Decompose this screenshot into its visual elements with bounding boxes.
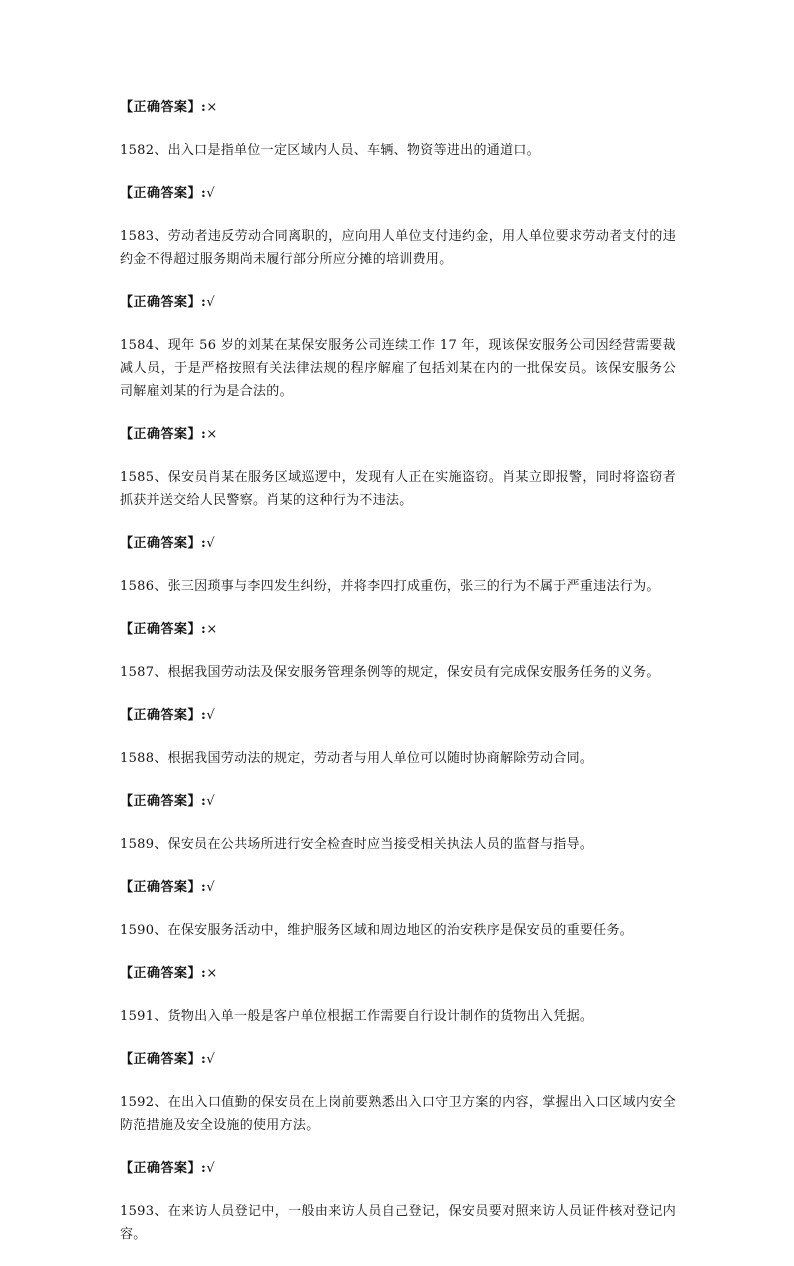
question-text: 1587、根据我国劳动法及保安服务管理条例等的规定，保安员有完成保安服务任务的义务。 [120, 665, 660, 680]
question-text: 1589、保安员在公共场所进行安全检查时应当接受相关执法人员的监督与指导。 [120, 837, 594, 852]
question-text: 1588、根据我国劳动法的规定，劳动者与用人单位可以随时协商解除劳动合同。 [120, 751, 594, 766]
question-text: 1584、现年 56 岁的刘某在某保安服务公司连续工作 17 年，现该保安服务公司因经营需要裁减人员，于是严格按照有关法律法规的程序解雇了包括刘某在内的一批保安员。该保安服务公司解雇刘某的行为是合法的。 [120, 338, 676, 399]
answer-line [120, 704, 676, 727]
question-text: 1590、在保安服务活动中，维护服务区域和周边地区的治安秩序是保安员的重要任务。 [120, 923, 634, 938]
question-text: 1591、货物出入单一般是客户单位根据工作需要自行设计制作的货物出入凭据。 [120, 1009, 594, 1024]
answer-line [120, 291, 676, 314]
question-text: 1585、保安员肖某在服务区域巡逻中，发现有人正在实施盗窃。肖某立即报警，同时将盗窃者抓获并送交给人民警察。肖某的这种行为不违法。 [120, 470, 676, 508]
answer-line [120, 876, 676, 899]
answer-label: 【正确答案】: [120, 100, 207, 115]
answer-label: 【正确答案】: [120, 536, 207, 551]
answer-value: √ [206, 536, 216, 551]
answer-line [120, 962, 676, 985]
answer-value: × [206, 100, 218, 115]
answer-value: √ [206, 880, 216, 895]
answer-line [120, 423, 676, 446]
answer-line [120, 1157, 676, 1180]
question-list [120, 96, 676, 1266]
answer-value: × [206, 966, 218, 981]
answer-value: √ [206, 794, 216, 809]
answer-value: √ [206, 295, 216, 310]
answer-value: √ [206, 186, 216, 201]
question-text: 1592、在出入口值勤的保安员在上岗前要熟悉出入口守卫方案的内容，掌握出入口区域内安全防范措施及安全设施的使用方法。 [120, 1095, 676, 1133]
answer-value: × [206, 427, 218, 442]
answer-label: 【正确答案】: [120, 880, 207, 895]
question-text: 1582、出入口是指单位一定区域内人员、车辆、物资等进出的通道口。 [120, 143, 540, 158]
answer-line [120, 618, 676, 641]
answer-value: √ [206, 708, 216, 723]
answer-label: 【正确答案】: [120, 966, 207, 981]
answer-line [120, 182, 676, 205]
answer-label: 【正确答案】: [120, 622, 207, 637]
question-text: 1593、在来访人员登记中，一般由来访人员自己登记，保安员要对照来访人员证件核对登记内容。 [120, 1204, 676, 1242]
answer-line [120, 790, 676, 813]
answer-value: √ [206, 1052, 216, 1067]
answer-line [120, 96, 676, 119]
question-text: 1583、劳动者违反劳动合同离职的，应向用人单位支付违约金，用人单位要求劳动者支付的违约金不得超过服务期尚未履行部分所应分摊的培训费用。 [120, 229, 676, 267]
answer-value: √ [206, 1161, 216, 1176]
answer-label: 【正确答案】: [120, 427, 207, 442]
answer-value: × [206, 622, 218, 637]
question-text: 1586、张三因琐事与李四发生纠纷，并将李四打成重伤，张三的行为不属于严重违法行为。 [120, 579, 660, 594]
answer-line [120, 1048, 676, 1071]
answer-label: 【正确答案】: [120, 186, 207, 201]
answer-label: 【正确答案】: [120, 1161, 207, 1176]
answer-line [120, 532, 676, 555]
answer-label: 【正确答案】: [120, 295, 207, 310]
answer-label: 【正确答案】: [120, 1052, 207, 1067]
answer-label: 【正确答案】: [120, 708, 207, 723]
answer-label: 【正确答案】: [120, 794, 207, 809]
